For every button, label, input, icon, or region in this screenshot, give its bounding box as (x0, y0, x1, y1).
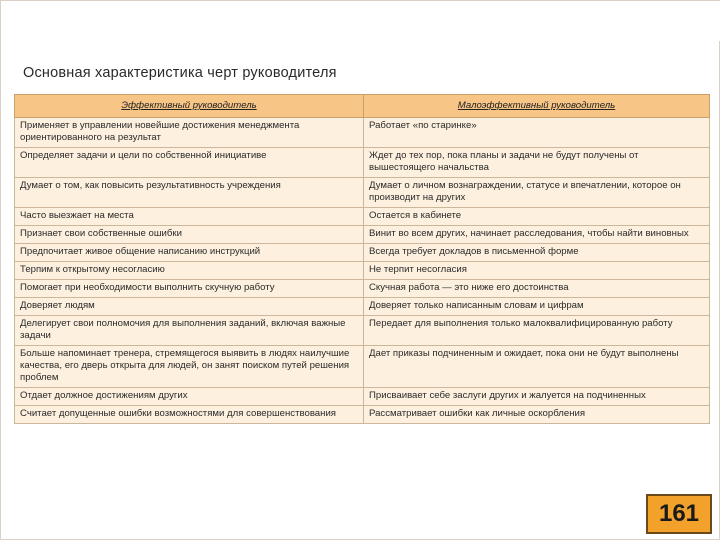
cell-effective: Считает допущенные ошибки возможностями для совершенствования (15, 406, 364, 424)
cell-ineffective: Рассматривает ошибки как личные оскорбления (364, 406, 710, 424)
cell-ineffective: Работает «по старинке» (364, 118, 710, 148)
table-header-row (15, 95, 710, 118)
slide-title: Основная характеристика черт руководителя (23, 65, 337, 81)
table-row (15, 226, 710, 244)
cell-ineffective: Скучная работа — это ниже его достоинства (364, 280, 710, 298)
header-ineffective-leader: Малоэффективный руководитель (364, 95, 710, 118)
table-row (15, 244, 710, 262)
table-row (15, 280, 710, 298)
cell-effective: Предпочитает живое общение написанию инструкций (15, 244, 364, 262)
table-row (15, 316, 710, 346)
table-row (15, 388, 710, 406)
table-row (15, 208, 710, 226)
header-effective-leader: Эффективный руководитель (15, 95, 364, 118)
table-row (15, 118, 710, 148)
cell-effective: Применяет в управлении новейшие достижения менеджмента ориентированного на результат (15, 118, 364, 148)
table-row (15, 298, 710, 316)
cell-effective: Делегирует свои полномочия для выполнения заданий, включая важные задачи (15, 316, 364, 346)
table-row (15, 148, 710, 178)
cell-ineffective: Доверяет только написанным словам и цифрам (364, 298, 710, 316)
cell-ineffective: Присваивает себе заслуги других и жалуется на подчиненных (364, 388, 710, 406)
cell-effective: Помогает при необходимости выполнить скучную работу (15, 280, 364, 298)
table-row (15, 178, 710, 208)
cell-ineffective: Передает для выполнения только малоквалифицированную работу (364, 316, 710, 346)
top-band (1, 1, 720, 41)
comparison-table (14, 94, 710, 424)
page-number: 161 (658, 500, 700, 527)
cell-effective: Думает о том, как повысить результативность учреждения (15, 178, 364, 208)
cell-effective: Терпим к открытому несогласию (15, 262, 364, 280)
table-row (15, 262, 710, 280)
cell-ineffective: Всегда требует докладов в письменной форме (364, 244, 710, 262)
page-number-badge (646, 494, 712, 534)
table-row (15, 346, 710, 388)
cell-ineffective: Думает о личном вознаграждении, статусе и впечатлении, которое он производит на других (364, 178, 710, 208)
table-row (15, 406, 710, 424)
cell-ineffective: Дает приказы подчиненным и ожидает, пока они не будут выполнены (364, 346, 710, 388)
cell-effective: Отдает должное достижениям других (15, 388, 364, 406)
cell-effective: Определяет задачи и цели по собственной инициативе (15, 148, 364, 178)
cell-ineffective: Ждет до тех пор, пока планы и задачи не будут получены от вышестоящего начальства (364, 148, 710, 178)
cell-ineffective: Не терпит несогласия (364, 262, 710, 280)
comparison-table-wrapper (14, 94, 709, 424)
cell-effective: Больше напоминает тренера, стремящегося выявить в людях наилучшие качества, его дверь открыта для людей, он занят поиском путей решения проблем (15, 346, 364, 388)
cell-effective: Признает свои собственные ошибки (15, 226, 364, 244)
cell-ineffective: Остается в кабинете (364, 208, 710, 226)
cell-ineffective: Винит во всем других, начинает расследования, чтобы найти виновных (364, 226, 710, 244)
cell-effective: Часто выезжает на места (15, 208, 364, 226)
cell-effective: Доверяет людям (15, 298, 364, 316)
